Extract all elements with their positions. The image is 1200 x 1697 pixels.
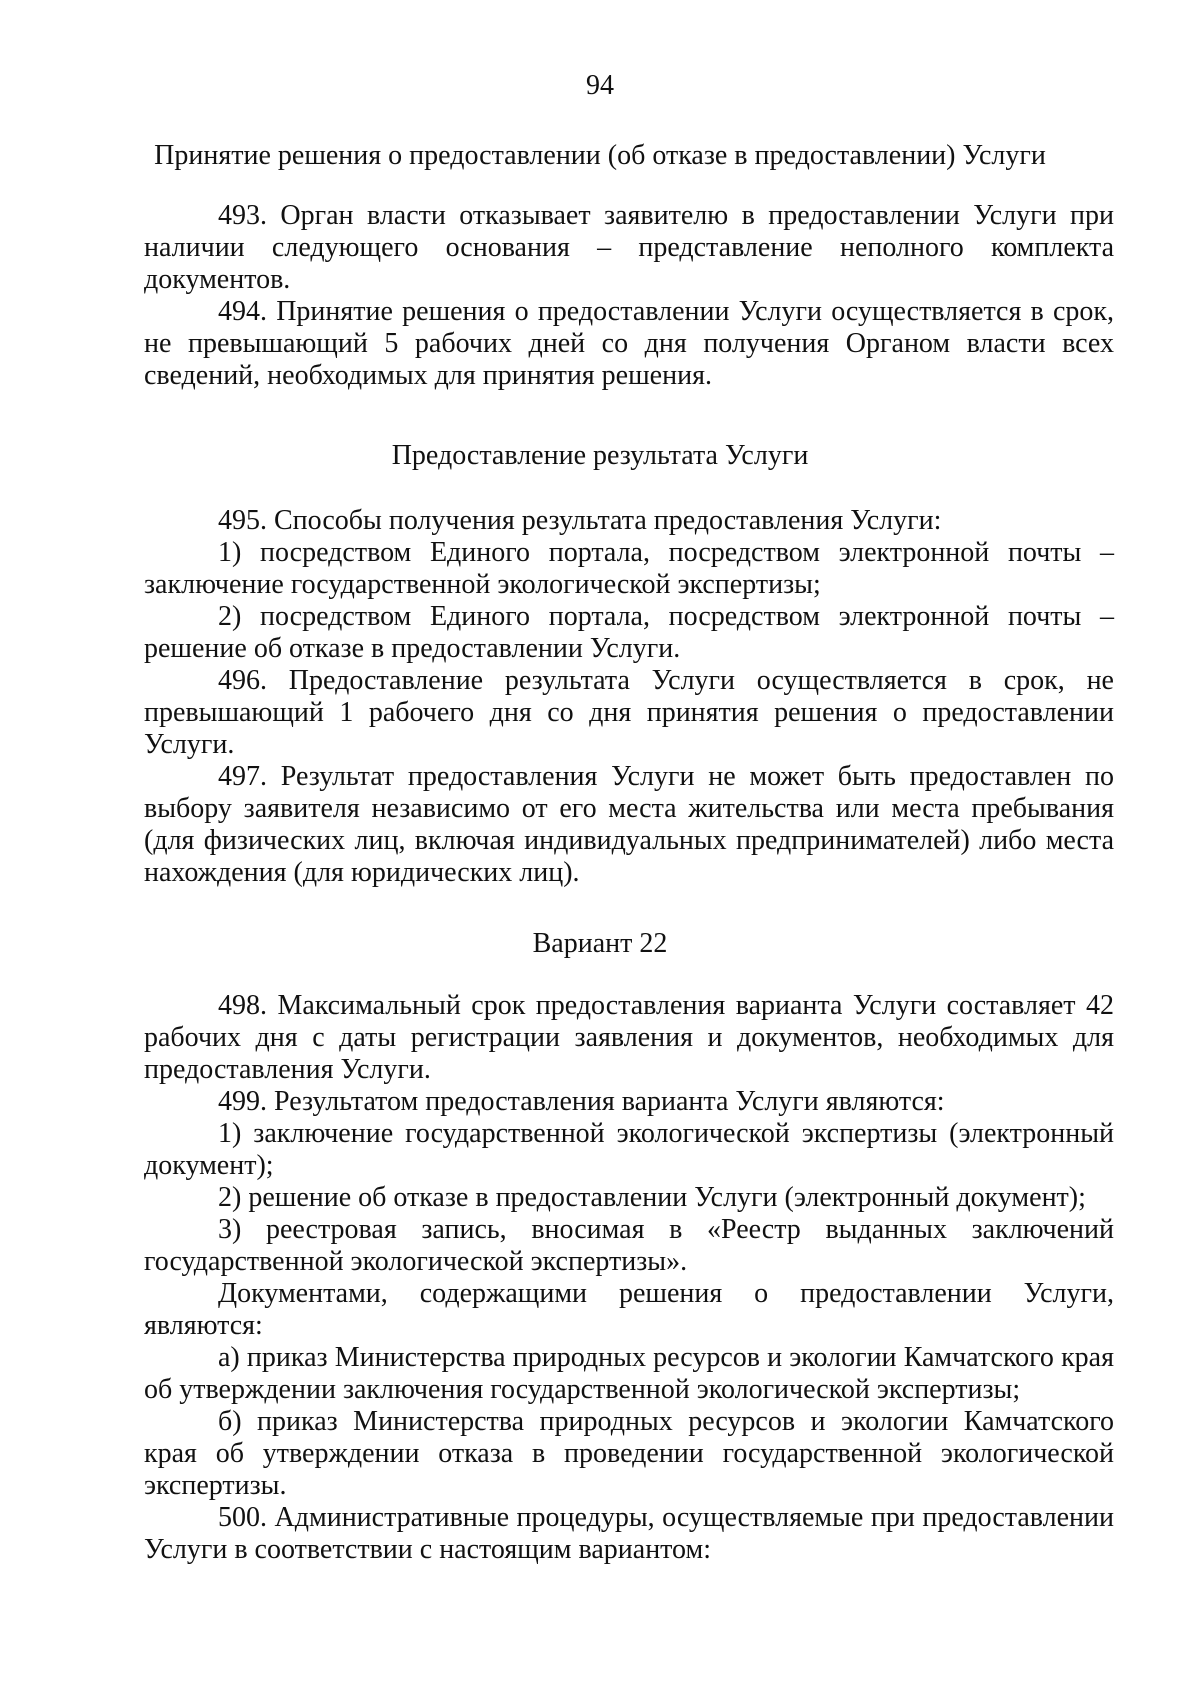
section-heading-variant: Вариант 22	[532, 928, 668, 959]
paragraph-documents-item-b: б) приказ Министерства природных ресурсов и экологии Камчатского края об утверждении отказа в проведении государственной экологической экспертизы.	[144, 1406, 1114, 1501]
paragraph-documents-intro: Документами, содержащими решения о предоставлении Услуги, являются:	[144, 1278, 1114, 1341]
paragraph-495-item-2: 2) посредством Единого портала, посредством электронной почты – решение об отказе в предоставлении Услуги.	[144, 601, 1114, 664]
section-heading-result: Предоставление результата Услуги	[391, 440, 809, 471]
section-body-variant	[144, 990, 1114, 1566]
paragraph-495: 495. Способы получения результата предоставления Услуги:	[218, 505, 942, 536]
paragraph-496: 496. Предоставление результата Услуги осуществляется в срок, не превышающий 1 рабочего дня со дня принятия решения о предоставлении Услуги.	[144, 665, 1114, 760]
paragraph-500: 500. Административные процедуры, осуществляемые при предоставлении Услуги в соответствии с настоящим вариантом:	[144, 1502, 1114, 1565]
section-heading-decision: Принятие решения о предоставлении (об отказе в предоставлении) Услуги	[154, 140, 1046, 171]
section-body-result	[144, 505, 1114, 889]
paragraph-498: 498. Максимальный срок предоставления варианта Услуги составляет 42 рабочих дня с даты регистрации заявления и документов, необходимых для предоставления Услуги.	[144, 990, 1114, 1085]
paragraph-493: 493. Орган власти отказывает заявителю в предоставлении Услуги при наличии следующего основания – представление неполного комплекта документов.	[144, 200, 1114, 295]
section-body-decision	[144, 200, 1114, 392]
paragraph-documents-item-a: а) приказ Министерства природных ресурсов и экологии Камчатского края об утверждении заключения государственной экологической экспертизы;	[144, 1342, 1114, 1405]
paragraph-499-item-3: 3) реестровая запись, вносимая в «Реестр выданных заключений государственной экологической экспертизы».	[144, 1214, 1114, 1277]
paragraph-499: 499. Результатом предоставления варианта Услуги являются:	[218, 1086, 945, 1117]
paragraph-495-item-1: 1) посредством Единого портала, посредством электронной почты – заключение государственной экологической экспертизы;	[144, 537, 1114, 600]
paragraph-499-item-1: 1) заключение государственной экологической экспертизы (электронный документ);	[144, 1118, 1114, 1181]
paragraph-494: 494. Принятие решения о предоставлении Услуги осуществляется в срок, не превышающий 5 рабочих дней со дня получения Органом власти всех сведений, необходимых для принятия решения.	[144, 296, 1114, 391]
page-number: 94	[586, 70, 614, 101]
paragraph-497: 497. Результат предоставления Услуги не может быть предоставлен по выбору заявителя независимо от его места жительства или места пребывания (для физических лиц, включая индивидуальных предпринимателей) либо места нахождения (для юридических лиц).	[144, 761, 1114, 888]
paragraph-499-item-2: 2) решение об отказе в предоставлении Услуги (электронный документ);	[218, 1182, 1086, 1213]
